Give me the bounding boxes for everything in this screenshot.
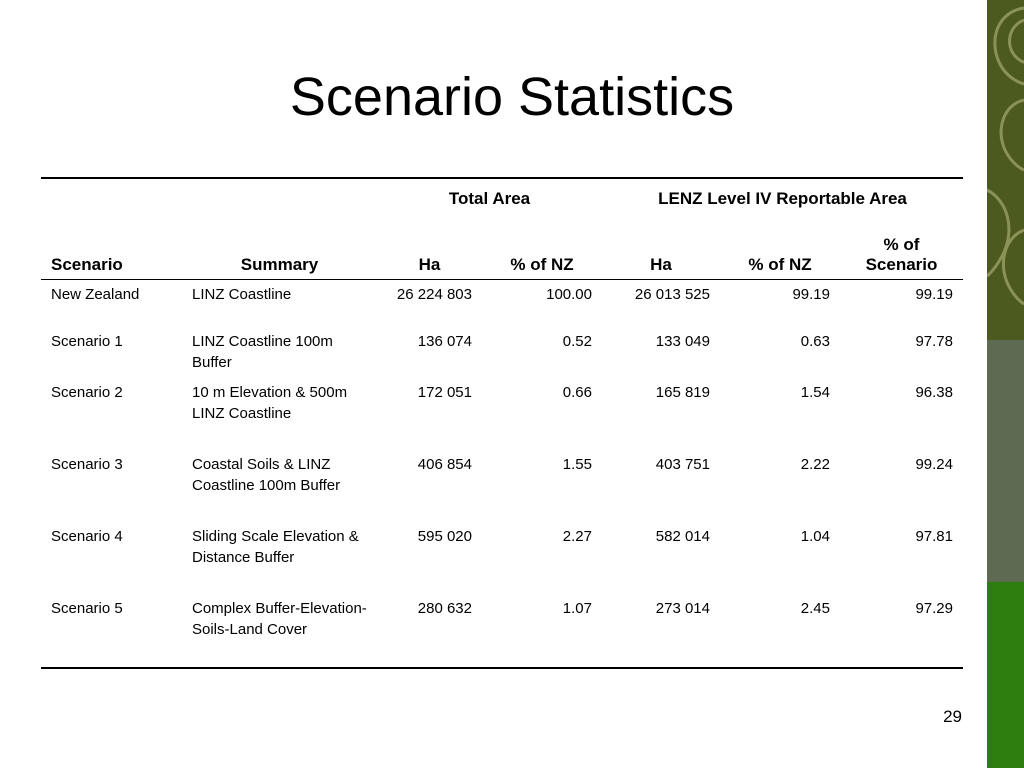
cell-ha-total: 172 051 [417, 383, 472, 401]
cell-pct-nz-lenz: 1.54 [800, 383, 830, 401]
cell-pct-nz-lenz: 1.04 [800, 527, 830, 545]
table-row [41, 526, 963, 598]
col-header-summary: Summary [182, 219, 377, 280]
cell-scenario: Scenario 1 [51, 332, 123, 350]
cell-pct-scenario: 99.19 [915, 286, 953, 303]
cell-pct-scenario: 97.81 [915, 527, 953, 545]
col-header-pct-nz-lenz: % of NZ [720, 219, 840, 280]
decorative-band-top [987, 0, 1024, 340]
cell-pct-scenario: 96.38 [915, 383, 953, 401]
col-header-pct-scenario [840, 219, 963, 280]
cell-ha-lenz: 26 013 525 [634, 286, 710, 303]
col-header-pct-nz-total: % of NZ [482, 219, 602, 280]
cell-ha-lenz: 165 819 [655, 383, 710, 401]
cell-pct-nz-total: 0.52 [562, 332, 592, 350]
cell-pct-scenario: 97.78 [915, 332, 953, 350]
table-row [41, 331, 963, 382]
cell-scenario: New Zealand [51, 286, 140, 303]
cell-pct-nz-total: 1.07 [482, 598, 602, 668]
cell-scenario: Scenario 2 [51, 383, 123, 401]
table-row [41, 382, 963, 454]
col-header-scenario: Scenario [41, 219, 182, 280]
cell-summary: Sliding Scale Elevation & Distance Buffer [192, 527, 359, 566]
cell-pct-scenario: 97.29 [840, 598, 963, 668]
lenz-area-header: LENZ Level IV Reportable Area [602, 178, 963, 219]
cell-pct-nz-lenz: 2.22 [800, 455, 830, 473]
cell-pct-nz-lenz: 0.63 [800, 332, 830, 350]
cell-pct-nz-lenz: 99.19 [792, 286, 830, 303]
cell-summary: LINZ Coastline [192, 286, 292, 303]
cell-summary: LINZ Coastline 100m Buffer [192, 332, 333, 371]
cell-ha-lenz: 273 014 [602, 598, 720, 668]
slide-title: Scenario Statistics [289, 67, 735, 127]
table-column-header-row [41, 219, 963, 280]
decorative-band-middle [987, 340, 1024, 582]
cell-summary: Coastal Soils & LINZ Coastline 100m Buffer [192, 455, 341, 494]
decorative-band-bottom [987, 582, 1024, 768]
cell-scenario: Scenario 3 [51, 455, 123, 473]
cell-pct-nz-total: 1.55 [562, 455, 592, 473]
cell-pct-nz-total: 0.66 [562, 383, 592, 401]
cell-summary: 10 m Elevation & 500m LINZ Coastline [192, 383, 348, 422]
cell-scenario: Scenario 4 [51, 527, 123, 545]
table-row [41, 598, 963, 668]
cell-ha-total: 280 632 [377, 598, 482, 668]
table-group-header-row [41, 178, 963, 219]
cell-ha-total: 595 020 [417, 527, 472, 545]
cell-ha-lenz: 403 751 [655, 455, 710, 473]
cell-ha-total: 406 854 [417, 455, 472, 473]
cell-pct-nz-total: 2.27 [562, 527, 592, 545]
cell-pct-nz-lenz: 2.45 [720, 598, 840, 668]
col-header-pct-scenario-label: % of Scenario [865, 235, 938, 274]
cell-summary: Complex Buffer-Elevation-Soils-Land Cover [182, 598, 377, 668]
cell-scenario: Scenario 5 [41, 598, 182, 668]
cell-ha-total: 26 224 803 [396, 286, 472, 303]
col-header-ha-total: Ha [377, 219, 482, 280]
table-row [41, 454, 963, 526]
scenario-statistics-table [41, 177, 963, 669]
col-header-ha-lenz: Ha [602, 219, 720, 280]
total-area-header: Total Area [377, 178, 602, 219]
cell-pct-scenario: 99.24 [915, 455, 953, 473]
cell-pct-nz-total: 100.00 [546, 286, 592, 303]
page-number: 29 [943, 707, 962, 726]
cell-ha-total: 136 074 [417, 332, 472, 350]
cell-ha-lenz: 133 049 [655, 332, 710, 350]
table-row [41, 280, 963, 331]
koru-pattern-icon [987, 0, 1024, 340]
cell-ha-lenz: 582 014 [655, 527, 710, 545]
